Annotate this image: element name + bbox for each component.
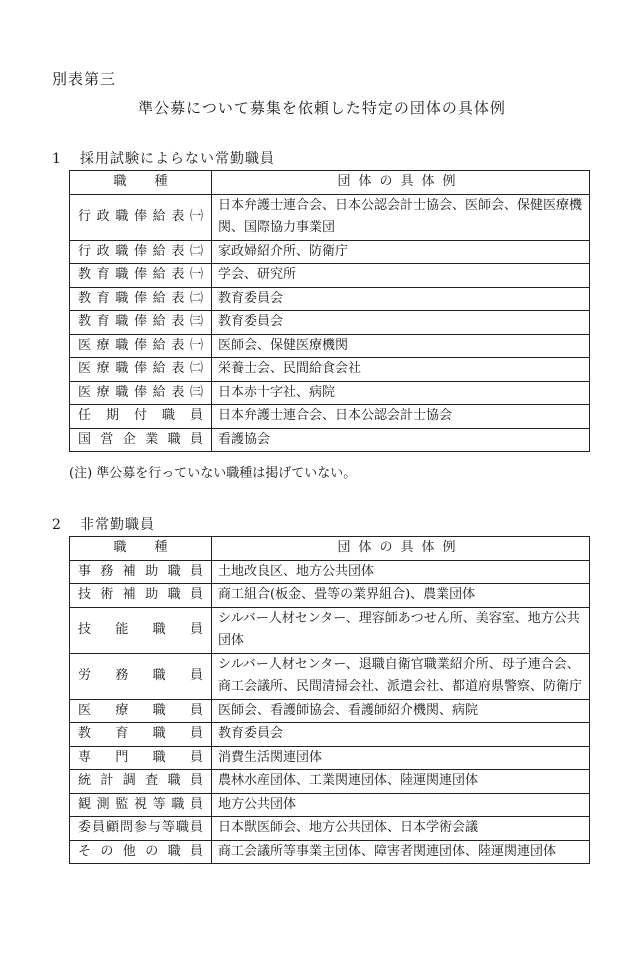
table-header-row — [70, 171, 590, 195]
column-header-examples: 団体の具体例 — [212, 171, 590, 195]
section-1-number: 1 — [52, 151, 62, 167]
examples-cell: 教育委員会 — [212, 287, 590, 311]
table-row — [70, 311, 590, 335]
job-type-cell: その他の職員 — [70, 840, 212, 864]
table-row — [70, 723, 590, 747]
job-type-cell: 統計調査職員 — [70, 770, 212, 794]
job-type-cell: 教育職俸給表㈡ — [70, 287, 212, 311]
job-type-cell: 技能職員 — [70, 607, 212, 653]
table-row — [70, 653, 590, 699]
examples-cell: 栄養士会、民間給食会社 — [212, 358, 590, 382]
examples-cell: 日本獣医師会、地方公共団体、日本学術会議 — [212, 817, 590, 841]
table-note: (注) 準公募を行っていない職種は掲げていない。 — [69, 466, 357, 481]
table-row — [70, 840, 590, 864]
job-type-cell: 行政職俸給表㈡ — [70, 240, 212, 264]
job-type-cell: 技術補助職員 — [70, 584, 212, 608]
job-type-cell: 事務補助職員 — [70, 560, 212, 584]
examples-cell: 商工組合(板金、畳等の業界組合)、農業団体 — [212, 584, 590, 608]
examples-cell: 商工会議所等事業主団体、障害者関連団体、陸運関連団体 — [212, 840, 590, 864]
table-row — [70, 405, 590, 429]
table-row — [70, 334, 590, 358]
table-row — [70, 746, 590, 770]
examples-cell: 医師会、看護師協会、看護師紹介機関、病院 — [212, 699, 590, 723]
examples-cell: シルバー人材センター、理容師あつせん所、美容室、地方公共団体 — [212, 607, 590, 653]
table-row — [70, 358, 590, 382]
full-time-staff-table — [69, 170, 590, 452]
table-row — [70, 428, 590, 452]
examples-cell: シルバー人材センター、退職自衛官職業紹介所、母子連合会、商工会議所、民間清掃会社、派遣会社、都道府県警察、防衛庁 — [212, 653, 590, 699]
page-title: 準公募について募集を依頼した特定の団体の具体例 — [138, 99, 506, 117]
examples-cell: 医師会、保健医療機関 — [212, 334, 590, 358]
table-row — [70, 287, 590, 311]
section-2-title: 非常勤職員 — [80, 517, 155, 533]
section-2-heading — [52, 514, 155, 534]
table-row — [70, 584, 590, 608]
job-type-cell: 労務職員 — [70, 653, 212, 699]
column-header-type: 職種 — [70, 537, 212, 561]
examples-cell: 学会、研究所 — [212, 264, 590, 288]
job-type-cell: 教育職員 — [70, 723, 212, 747]
examples-cell: 農林水産団体、工業関連団体、陸運関連団体 — [212, 770, 590, 794]
appendix-label: 別表第三 — [52, 70, 117, 88]
section-2-number: 2 — [52, 517, 62, 533]
table-row — [70, 560, 590, 584]
job-type-cell: 教育職俸給表㈠ — [70, 264, 212, 288]
job-type-cell: 任期付職員 — [70, 405, 212, 429]
examples-cell: 日本弁護士連合会、日本公認会計士協会 — [212, 405, 590, 429]
job-type-cell: 国営企業職員 — [70, 428, 212, 452]
examples-cell: 日本赤十字社、病院 — [212, 381, 590, 405]
job-type-cell: 観測監視等職員 — [70, 793, 212, 817]
job-type-cell: 委員顧問参与等職員 — [70, 817, 212, 841]
table-row — [70, 770, 590, 794]
examples-cell: 看護協会 — [212, 428, 590, 452]
table-row — [70, 264, 590, 288]
job-type-cell: 医療職俸給表㈠ — [70, 334, 212, 358]
job-type-cell: 医療職俸給表㈡ — [70, 358, 212, 382]
table-header-row — [70, 537, 590, 561]
job-type-cell: 教育職俸給表㈢ — [70, 311, 212, 335]
table-row — [70, 381, 590, 405]
section-1-heading — [52, 148, 275, 168]
examples-cell: 家政婦紹介所、防衛庁 — [212, 240, 590, 264]
examples-cell: 地方公共団体 — [212, 793, 590, 817]
examples-cell: 消費生活関連団体 — [212, 746, 590, 770]
examples-cell: 教育委員会 — [212, 311, 590, 335]
job-type-cell: 行政職俸給表㈠ — [70, 194, 212, 240]
job-type-cell: 医療職員 — [70, 699, 212, 723]
examples-cell: 教育委員会 — [212, 723, 590, 747]
section-1-title: 採用試験によらない常勤職員 — [80, 151, 275, 167]
table-row — [70, 607, 590, 653]
examples-cell: 土地改良区、地方公共団体 — [212, 560, 590, 584]
table-row — [70, 699, 590, 723]
table-row — [70, 240, 590, 264]
table-row — [70, 194, 590, 240]
column-header-examples: 団体の具体例 — [212, 537, 590, 561]
job-type-cell: 医療職俸給表㈢ — [70, 381, 212, 405]
job-type-cell: 専門職員 — [70, 746, 212, 770]
examples-cell: 日本弁護士連合会、日本公認会計士協会、医師会、保健医療機関、国際協力事業団 — [212, 194, 590, 240]
part-time-staff-table — [69, 536, 590, 864]
table-row — [70, 817, 590, 841]
table-row — [70, 793, 590, 817]
column-header-type: 職種 — [70, 171, 212, 195]
